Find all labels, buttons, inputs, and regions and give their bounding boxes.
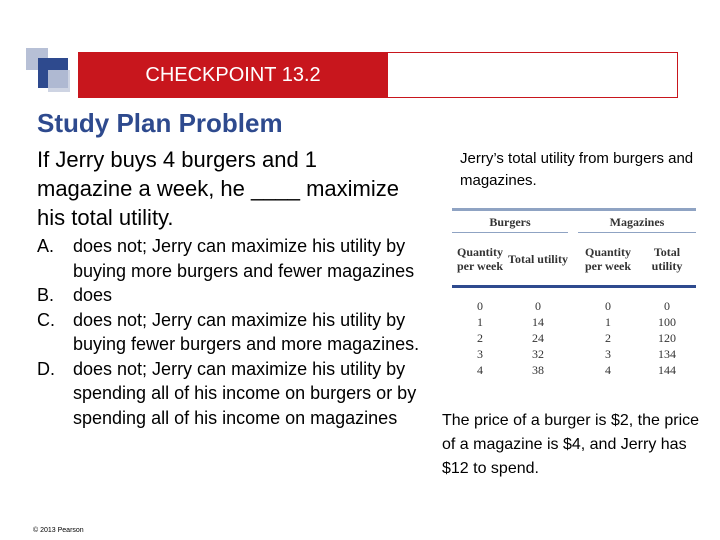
table-group-row [452,211,696,233]
option-a [37,234,427,283]
table-cell: 0 [477,298,483,313]
option-letter: C. [37,309,55,330]
table-cell: 0 [535,298,541,313]
column-header: Quantity per week [456,245,504,273]
table-cell: 100 [658,314,676,329]
table-cell: 134 [658,346,676,361]
table-row [452,330,696,346]
table-body [452,288,696,378]
column-header: Quantity per week [584,245,632,273]
table-cell: 38 [532,362,544,377]
table-cell: 0 [605,298,611,313]
option-text: does not; Jerry can maximize his utility by buying fewer burgers and more magazines. [73,309,420,354]
table-caption: Jerry’s total utility from burgers and magazines. [460,150,694,189]
checkpoint-title-bar [78,52,388,98]
table-column-headers [452,233,696,288]
table-cell: 4 [477,362,483,377]
table-cell: 120 [658,330,676,345]
table-cell: 4 [605,362,611,377]
option-b [37,283,427,308]
utility-table [452,208,696,378]
table-row [452,314,696,330]
option-text: does [73,285,113,305]
table-cell: 3 [477,346,483,361]
table-row [452,298,696,314]
option-letter: D. [37,358,55,379]
option-text: does not; Jerry can maximize his utility by buying more burgers and fewer magazines [73,236,415,281]
option-letter: B. [37,285,55,305]
table-cell: 3 [605,346,611,361]
table-cell: 1 [605,314,611,329]
option-letter: A. [37,236,55,256]
group-header-burgers: Burgers [452,211,568,233]
column-header: Total utility [508,252,568,266]
table-cell: 1 [477,314,483,329]
price-note: The price of a burger is $2, the price of a magazine is $4, and Jerry has $12 to spend. [442,412,700,477]
table-cell: 24 [532,330,544,345]
table-row [452,362,696,378]
table-row [452,346,696,362]
table-cell: 14 [532,314,544,329]
header-rule [388,52,678,98]
decor-square-faded [48,70,70,92]
column-header: Total utility [651,245,683,273]
answer-options [37,234,427,430]
slide-subtitle: Study Plan Problem [37,108,283,138]
copyright-footer: © 2013 Pearson [33,527,84,534]
table-cell: 32 [532,346,544,361]
table-cell: 2 [477,330,483,345]
option-c [37,308,427,357]
question-text: If Jerry buys 4 burgers and 1 magazine a week, he ____ maximize his total utility. [37,147,399,230]
checkpoint-title: CHECKPOINT 13.2 [145,63,321,86]
group-header-magazines: Magazines [578,211,696,233]
table-cell: 0 [664,298,670,313]
table-cell: 2 [605,330,611,345]
option-text: does not; Jerry can maximize his utility by spending all of his income on burgers or by spending all of his income on magazines [73,358,417,428]
table-cell: 144 [658,362,676,377]
option-d [37,357,427,431]
